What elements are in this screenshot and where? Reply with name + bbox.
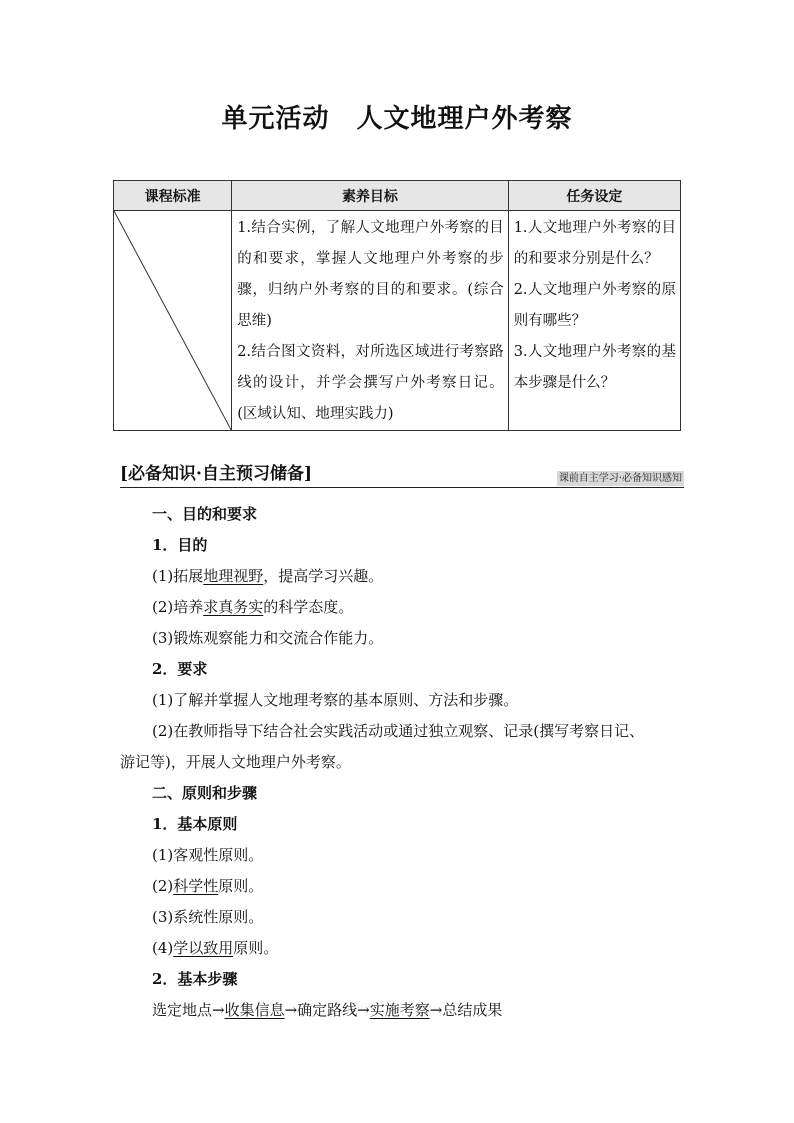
goal-item: 1.结合实例，了解人文地理户外考察的目的和要求，掌握人文地理户外考察的步骤，归纳户外考察的目的和要求。(综合思维) (237, 220, 504, 329)
principle-item: (3)系统性原则。 (152, 908, 264, 926)
steps-flow: 选定地点→收集信息→确定路线→实施考察→总结成果 (152, 1001, 503, 1019)
task-item: 3.人文地理户外考察的基本步骤是什么？ (513, 344, 676, 391)
aim-item: (2)培养求真务实的科学态度。 (152, 598, 354, 616)
table-header-row (114, 181, 681, 211)
subheading-principles: 1．基本原则 (152, 815, 238, 833)
goals-cell (232, 211, 508, 431)
task-item: 2.人文地理户外考察的原则有哪些？ (513, 282, 676, 329)
section-header (120, 461, 684, 487)
aim-item: (3)锻炼观察能力和交流合作能力。 (152, 629, 384, 647)
heading-principles-steps: 二、原则和步骤 (152, 784, 258, 802)
subheading-requirements: 2．要求 (152, 660, 208, 678)
aim-item: (1)拓展地理视野，提高学习兴趣。 (152, 567, 384, 585)
diagonal-empty-cell (114, 211, 232, 431)
requirement-item-continued: 游记等)，开展人文地理户外考察。 (120, 753, 351, 771)
diagonal-line (114, 211, 231, 430)
section-divider (120, 487, 684, 488)
tasks-cell (508, 211, 680, 431)
header-literacy-goals: 素养目标 (232, 181, 508, 211)
principle-item: (1)客观性原则。 (152, 846, 264, 864)
task-item: 1.人文地理户外考察的目的和要求分别是什么？ (513, 220, 676, 267)
principle-item: (4)学以致用原则。 (152, 939, 279, 957)
requirement-item: (1)了解并掌握人文地理考察的基本原则、方法和步骤。 (152, 691, 519, 709)
header-curriculum-standard: 课程标准 (114, 181, 232, 211)
header-task-setting: 任务设定 (508, 181, 680, 211)
heading-aims-requirements: 一、目的和要求 (152, 505, 258, 523)
curriculum-table (113, 180, 681, 431)
requirement-item: (2)在教师指导下结合社会实践活动或通过独立观察、记录(撰写考察日记、 (152, 722, 645, 740)
principle-item: (2)科学性原则。 (152, 877, 264, 895)
subheading-steps: 2．基本步骤 (152, 970, 238, 988)
table-body-row (114, 211, 681, 431)
section-tag: 课前自主学习·必备知识感知 (558, 473, 682, 484)
goal-item: 2.结合图文资料，对所选区域进行考察路线的设计，并学会撰写户外考察日记。(区域认知、地理实践力) (237, 344, 504, 422)
subheading-aims: 1．目的 (152, 536, 208, 554)
section-title: [必备知识·自主预习储备] (120, 464, 313, 484)
page-title: 单元活动 人文地理户外考察 (221, 104, 573, 134)
